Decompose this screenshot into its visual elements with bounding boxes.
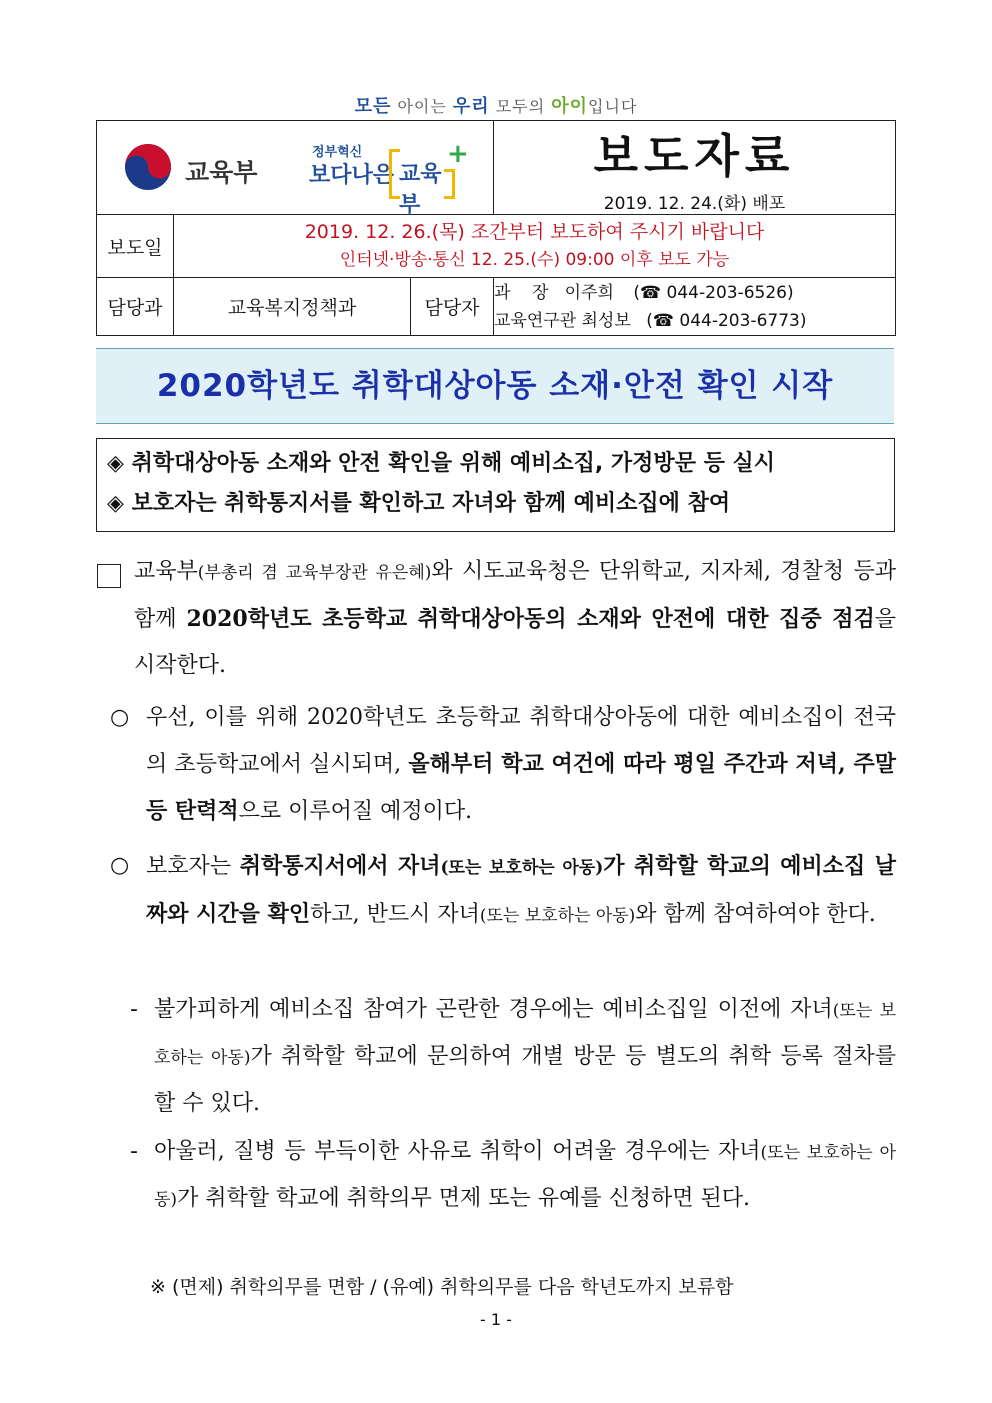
- contact-info: [494, 278, 896, 336]
- contact-1-name: 과 장 이주희: [494, 282, 614, 303]
- contact-2-phone: (☎ 044-203-6773): [646, 310, 807, 331]
- header-table: [96, 120, 896, 336]
- bullet-1-text: 우선, 이를 위해 2020학년도 초등학교 취학대상아동에 대한 예비소집이 전국의 초등학교에서 실시되며, 올해부터 학교 여건에 따라 평일 주간과 저녁, 주말 등 탄력적으로 이루어질 예정이다.: [146, 705, 896, 824]
- contact-label: 담당자: [411, 278, 494, 336]
- slogan: 모든 아이는 우리 모두의 아이입니다: [354, 96, 638, 117]
- dash-2-marker: -: [130, 1139, 138, 1164]
- embargo-notice: [174, 215, 896, 278]
- innovation-logo-a: 보다나은: [309, 163, 395, 188]
- page-number: - 1 -: [480, 1310, 512, 1329]
- bullet-2-text: 보호자는 취학통지서에서 자녀(또는 보호하는 아동)가 취학할 학교의 예비소집 날짜와 시간을 확인하고, 반드시 자녀(또는 보호하는 아동)와 함께 참여하여야 한다.: [146, 853, 896, 927]
- headline: 2020학년도 취학대상아동 소재·안전 확인 시작: [156, 368, 834, 404]
- checkbox-bullet-icon: [97, 564, 121, 588]
- release-label: 보도일: [97, 215, 174, 278]
- contact-2-name: 교육연구관 최성보: [494, 310, 631, 331]
- headline-box: [96, 348, 894, 424]
- innovation-caption: 정부혁신: [312, 145, 363, 160]
- dept-value: 교육복지정책과: [174, 278, 411, 336]
- paragraph-intro: 교육부(부총리 겸 교육부장관 유은혜)와 시도교육청은 단위학교, 지자체, 경찰청 등과 함께 2020학년도 초등학교 취학대상아동의 소재와 안전에 대한 집중 점검을 시작한다.: [134, 559, 896, 678]
- press-release-title: 보도자료: [593, 129, 796, 183]
- bullet-1-marker: ○: [110, 705, 130, 730]
- dash-1-text: 불가피하게 예비소집 참여가 곤란한 경우에는 예비소집일 이전에 자녀(또는 보호하는 아동)가 취학할 학교에 문의하여 개별 방문 등 별도의 취학 등록 절차를 할 수 있다.: [154, 997, 896, 1116]
- summary-point-2: ◈ 보호자는 취학통지서를 확인하고 자녀와 함께 예비소집에 참여: [107, 491, 731, 516]
- government-emblem-icon: [124, 143, 172, 191]
- embargo-line-2: 인터넷·방송·통신 12. 25.(수) 09:00 이후 보도 가능: [339, 250, 730, 270]
- dash-2-text: 아울러, 질병 등 부득이한 사유로 취학이 어려울 경우에는 자녀(또는 보호하는 아동)가 취학할 학교에 취학의무 면제 또는 유예를 신청하면 된다.: [154, 1139, 896, 1211]
- bullet-2-marker: ○: [110, 853, 130, 878]
- footnote: ※ (면제) 취학의무를 면함 / (유예) 취학의무를 다음 학년도까지 보류함: [150, 1276, 734, 1298]
- ministry-name: 교육부: [185, 158, 258, 187]
- innovation-logo-mark: + 교육부: [389, 143, 459, 195]
- plus-icon: +: [447, 139, 469, 169]
- summary-point-1: ◈ 취학대상아동 소재와 안전 확인을 위해 예비소집, 가정방문 등 실시: [107, 451, 776, 476]
- logo-cell: [97, 121, 494, 218]
- embargo-line-1: 2019. 12. 26.(목) 조간부터 보도하여 주시기 바랍니다: [304, 221, 765, 243]
- dept-label: 담당과: [97, 278, 174, 336]
- summary-box: [96, 438, 895, 532]
- contact-1-phone: (☎ 044-203-6526): [633, 282, 794, 303]
- press-title-cell: [494, 121, 896, 215]
- distribution-date: 2019. 12. 24.(화) 배포: [603, 194, 786, 214]
- dash-1-marker: -: [130, 997, 138, 1022]
